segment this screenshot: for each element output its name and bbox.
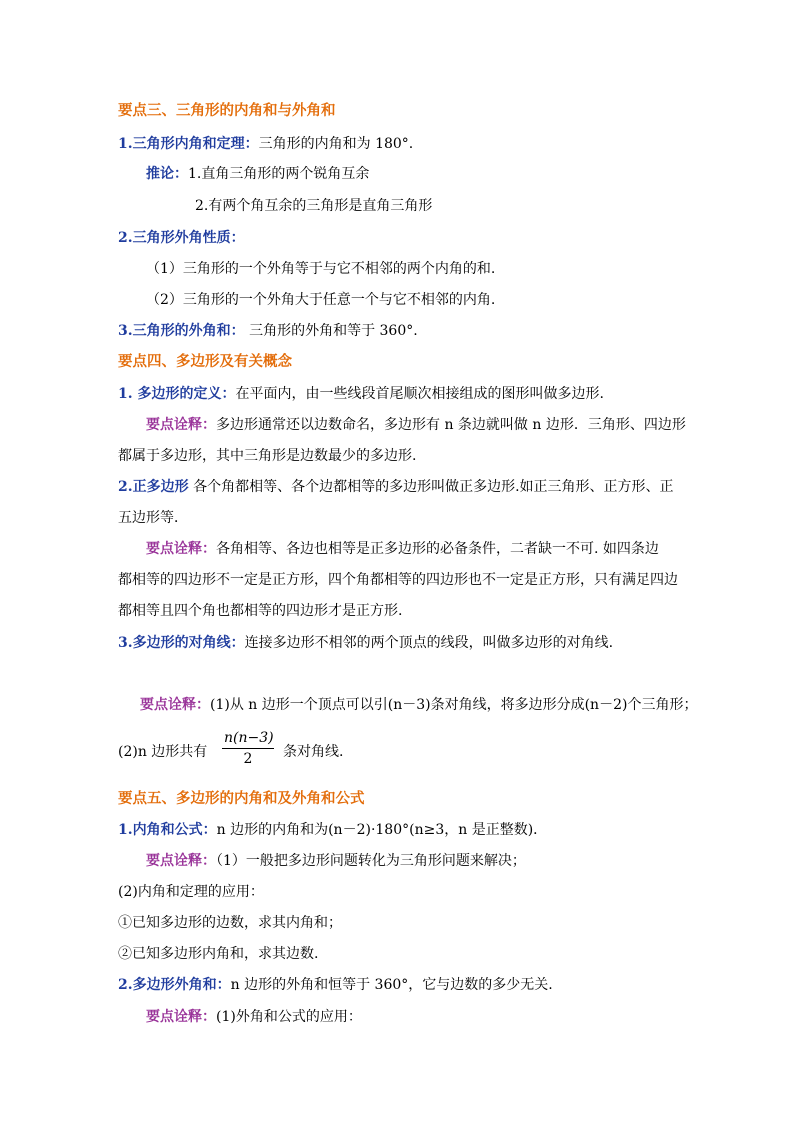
diagonal-count-post: 条对角线. bbox=[283, 744, 344, 760]
label: 3.三角形的外角和： bbox=[118, 323, 245, 339]
section-3-title: 要点三、三角形的内角和与外角和 bbox=[118, 102, 336, 119]
polygon-note-line-2: 都属于多边形，其中三角形是边数最少的多边形. bbox=[118, 448, 417, 464]
fraction-denominator: 2 bbox=[243, 751, 253, 767]
label: 3.多边形的对角线： bbox=[118, 635, 245, 651]
label: 要点诠释： bbox=[146, 853, 216, 869]
text: （1）一般把多边形问题转化为三角形问题来解决； bbox=[216, 853, 526, 869]
label: 要点诠释： bbox=[146, 541, 216, 557]
interior-angle-application: (2)内角和定理的应用： bbox=[118, 884, 264, 900]
text: (1)从 n 边形一个顶点可以引(n－3)条对角线，将多边形分成(n－2)个三角形； bbox=[210, 697, 698, 713]
label: 推论： bbox=[146, 166, 188, 182]
label: 2.多边形外角和： bbox=[118, 977, 231, 993]
regular-polygon-note-line-3: 都相等且四个角也都相等的四边形才是正方形. bbox=[118, 603, 403, 619]
exterior-angle-sum bbox=[118, 321, 418, 341]
label: 1.内角和公式： bbox=[118, 822, 217, 838]
fraction-numerator: n(n−3) bbox=[224, 730, 274, 746]
regular-polygon-note-line-1 bbox=[146, 539, 659, 559]
polygon-definition bbox=[118, 384, 604, 404]
exterior-angle-sum-formula bbox=[118, 975, 553, 995]
corollary-2: 2.有两个角互余的三角形是直角三角形 bbox=[195, 198, 433, 214]
exterior-angle-property-1: （1）三角形的一个外角等于与它不相邻的两个内角的和. bbox=[146, 261, 496, 277]
diagonal-count-fraction bbox=[222, 730, 274, 767]
text: 三角形的内角和为 180°. bbox=[258, 136, 414, 152]
regular-polygon-line-1 bbox=[118, 477, 674, 497]
text: n 边形的外角和恒等于 360°，它与边数的多少无关. bbox=[230, 977, 553, 993]
text: 连接多边形不相邻的两个顶点的线段，叫做多边形的对角线. bbox=[244, 635, 614, 651]
section-4-title: 要点四、多边形及有关概念 bbox=[118, 353, 292, 370]
interior-angle-application-2: ②已知多边形内角和，求其边数. bbox=[118, 946, 319, 962]
text: 1.直角三角形的两个锐角互余 bbox=[188, 166, 370, 182]
label: 要点诠释： bbox=[146, 1009, 216, 1025]
label: 要点诠释： bbox=[140, 697, 210, 713]
fraction-bar bbox=[222, 748, 274, 749]
corollary-1 bbox=[146, 164, 369, 184]
label: 1.三角形内角和定理： bbox=[118, 136, 259, 152]
interior-angle-sum-formula bbox=[118, 820, 547, 840]
exterior-angle-property-label: 2.三角形外角性质： bbox=[118, 230, 245, 246]
text: 各个角都相等、各个边都相等的多边形叫做正多边形.如正三角形、正方形、正 bbox=[188, 479, 674, 495]
text: 各角相等、各边也相等是正多边形的必备条件，二者缺一不可. 如四条边 bbox=[216, 541, 659, 557]
section-5-title: 要点五、多边形的内角和及外角和公式 bbox=[118, 790, 365, 807]
label: 要点诠释： bbox=[146, 417, 216, 433]
text: 多边形通常还以边数命名，多边形有 n 条边就叫做 n 边形．三角形、四边形 bbox=[216, 417, 686, 433]
label: 2.正多边形 bbox=[118, 479, 189, 495]
diagonal-count-pre: (2)n 边形共有 bbox=[118, 744, 208, 760]
text: (1)外角和公式的应用： bbox=[216, 1009, 362, 1025]
regular-polygon-line-2: 五边形等． bbox=[118, 510, 188, 526]
diagonal-definition bbox=[118, 633, 613, 653]
label: 1. 多边形的定义： bbox=[118, 386, 236, 402]
triangle-angle-sum-theorem bbox=[118, 134, 413, 154]
polygon-note-line-1 bbox=[146, 415, 686, 435]
text: n 边形的内角和为(n－2)·180°(n≥3，n 是正整数)． bbox=[216, 822, 548, 838]
interior-angle-application-1: ①已知多边形的边数，求其内角和； bbox=[118, 915, 342, 931]
text: 三角形的外角和等于 360°. bbox=[244, 323, 418, 339]
text: 在平面内，由一些线段首尾顺次相接组成的图形叫做多边形. bbox=[235, 386, 604, 402]
diagonal-note bbox=[140, 695, 697, 715]
exterior-angle-property-2: （2）三角形的一个外角大于任意一个与它不相邻的内角. bbox=[146, 292, 496, 308]
exterior-angle-note bbox=[146, 1007, 362, 1027]
regular-polygon-note-line-2: 都相等的四边形不一定是正方形，四个角都相等的四边形也不一定是正方形，只有满足四边 bbox=[118, 572, 678, 588]
interior-angle-note bbox=[146, 851, 526, 871]
